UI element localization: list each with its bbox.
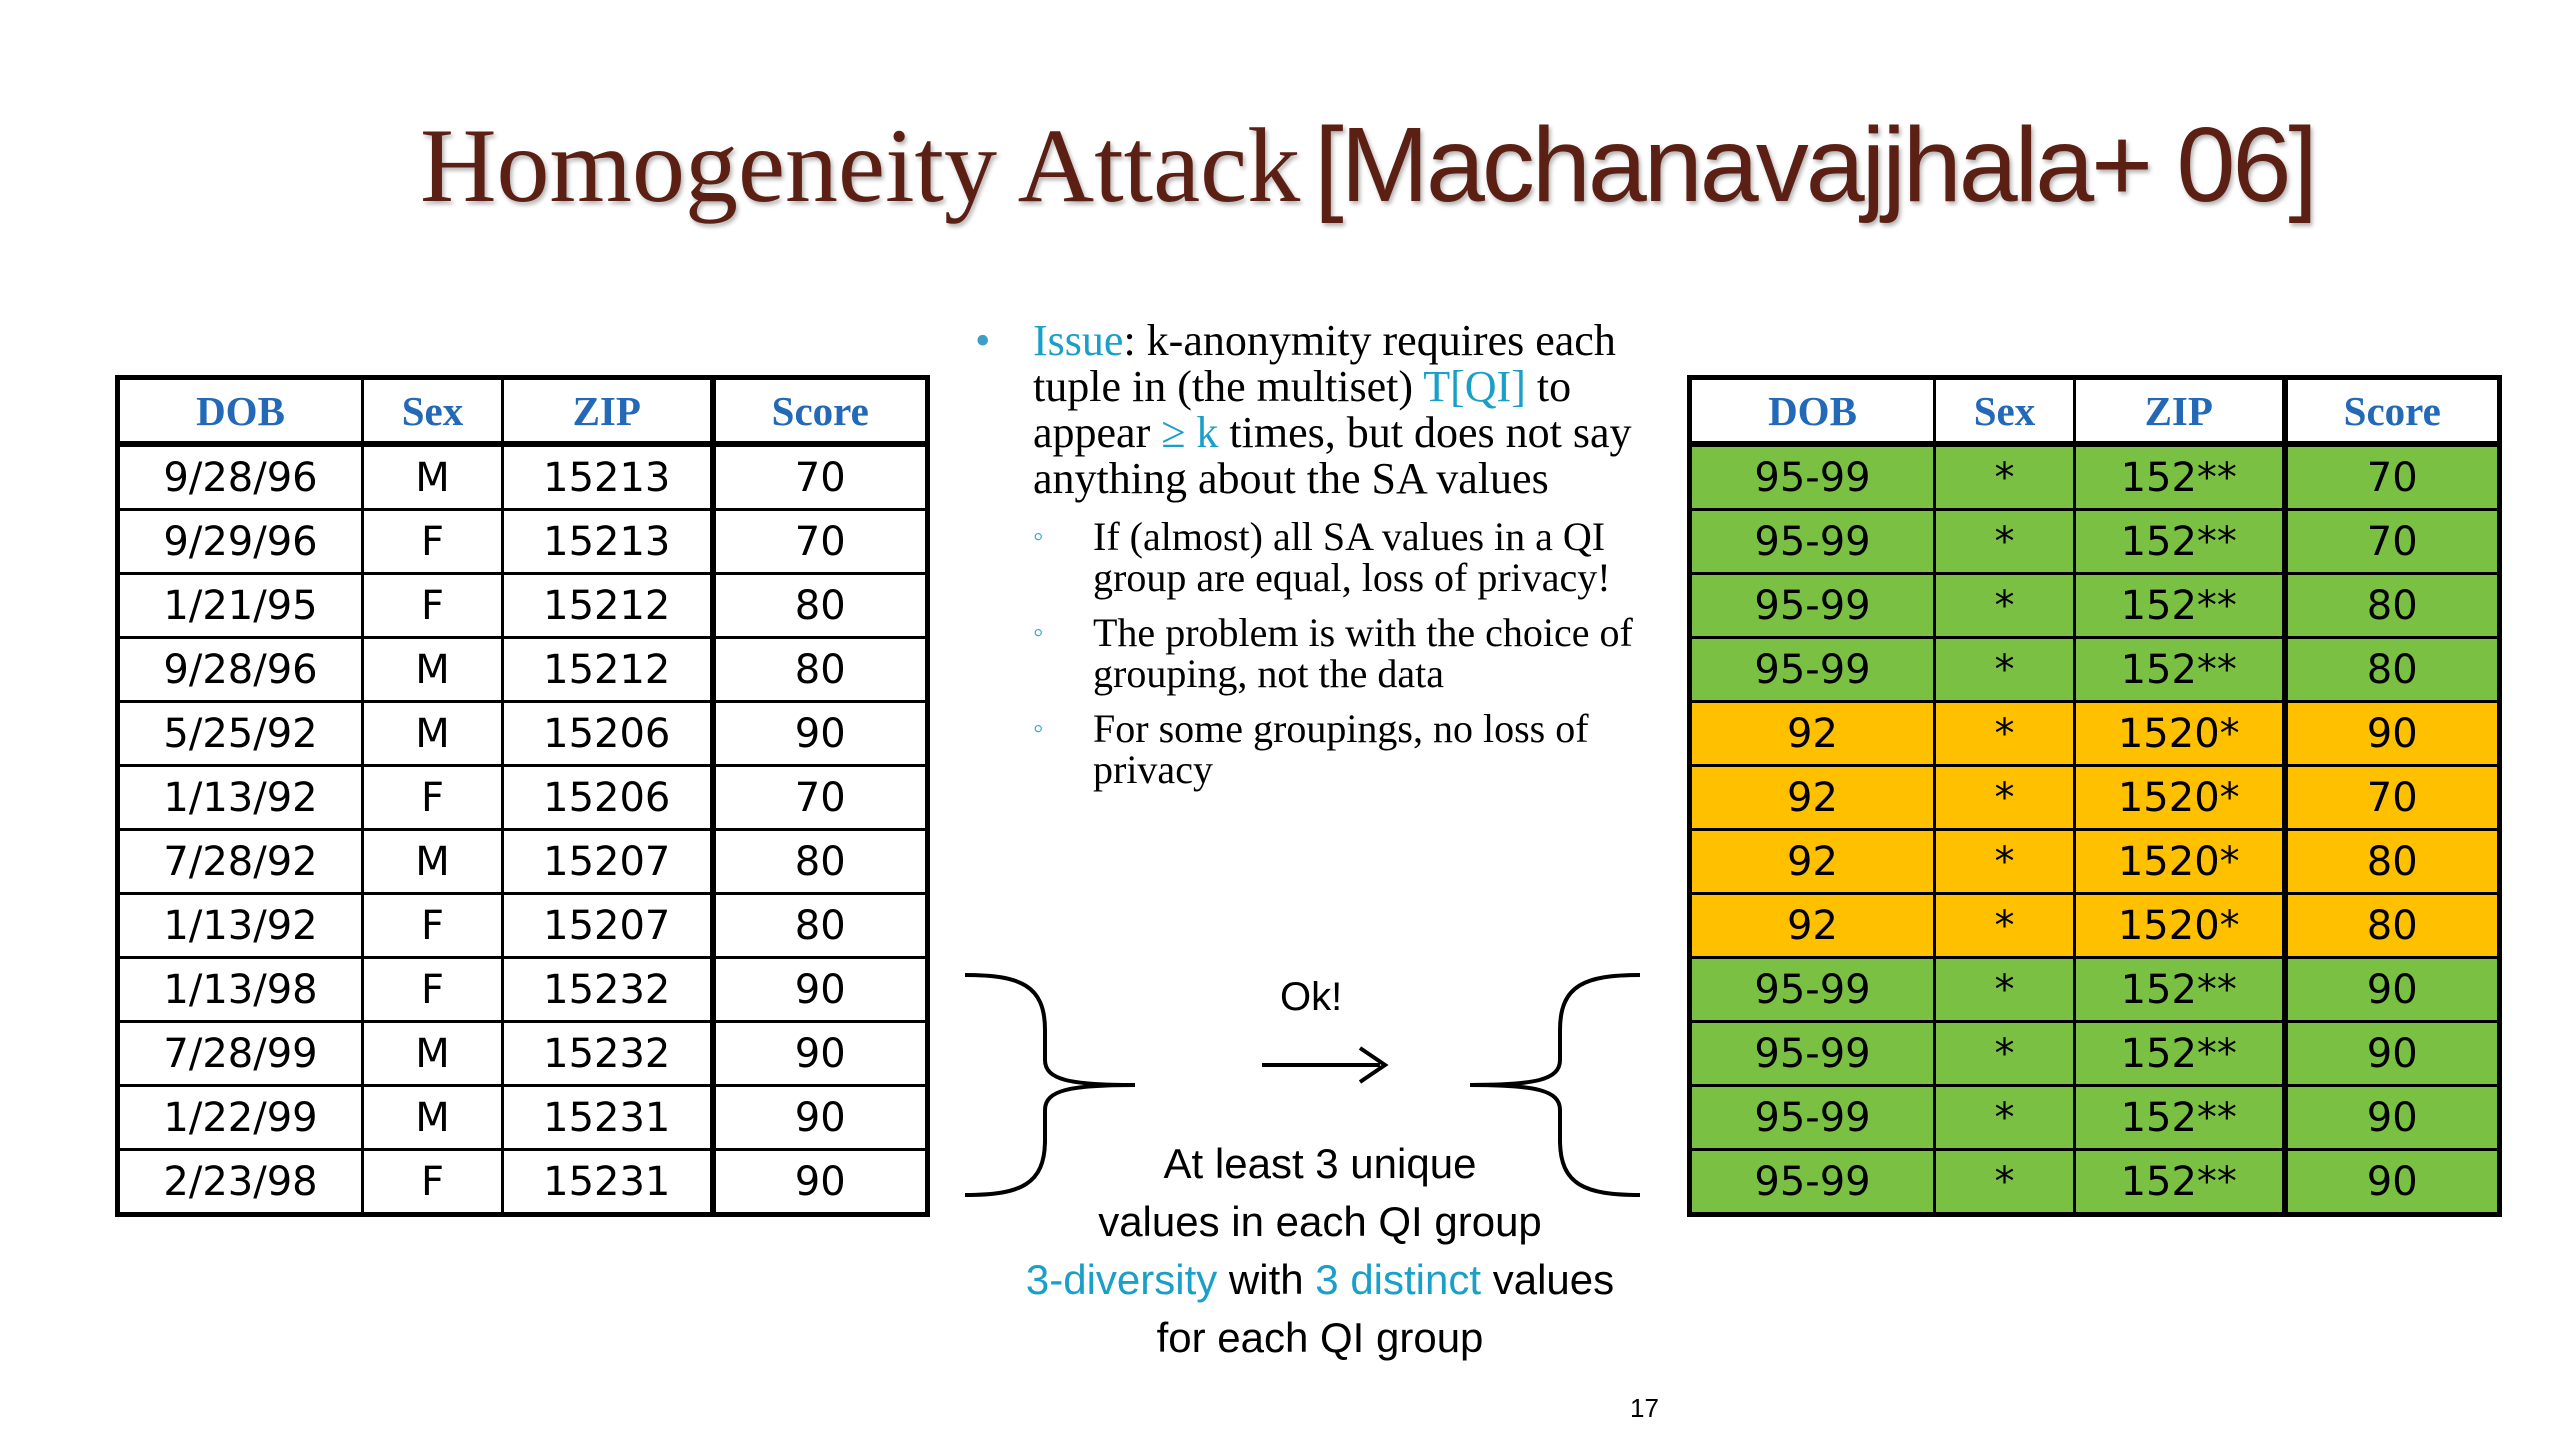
- table-cell: 15231: [503, 1086, 713, 1150]
- column-header: DOB: [118, 378, 363, 445]
- table-cell: 1520*: [2075, 830, 2285, 894]
- table-cell: 95-99: [1690, 574, 1935, 638]
- table-row: [118, 1086, 928, 1150]
- table-row: [1690, 444, 2500, 510]
- table-cell: 15206: [503, 702, 713, 766]
- table-cell: 90: [713, 1086, 928, 1150]
- table-cell: 15232: [503, 958, 713, 1022]
- table-row: [118, 958, 928, 1022]
- table-cell: 70: [2285, 510, 2500, 574]
- table-cell: 95-99: [1690, 638, 1935, 702]
- table-cell: 15212: [503, 638, 713, 702]
- column-header: Sex: [1935, 378, 2075, 445]
- table-cell: 15206: [503, 766, 713, 830]
- table-cell: 80: [2285, 638, 2500, 702]
- table-cell: 1/13/92: [118, 766, 363, 830]
- table-row: [118, 894, 928, 958]
- table-cell: M: [363, 702, 503, 766]
- bullet-dot-icon: •: [975, 316, 991, 365]
- table-cell: 15213: [503, 510, 713, 574]
- table-cell: 95-99: [1690, 510, 1935, 574]
- table-cell: 90: [713, 1150, 928, 1215]
- table-cell: 95-99: [1690, 1086, 1935, 1150]
- caption-line-1: At least 3 unique: [1163, 1140, 1477, 1187]
- right-arrow-icon: [1260, 1040, 1390, 1090]
- table-row: [1690, 766, 2500, 830]
- column-header: ZIP: [503, 378, 713, 445]
- bullet-issue: • Issue: k-anonymity requires each tuple in (the multiset) T[QI] to appear ≥ k times, but does not say anything about the SA values: [975, 316, 1632, 503]
- table-cell: 92: [1690, 830, 1935, 894]
- table-cell: 1520*: [2075, 702, 2285, 766]
- table-row: [1690, 702, 2500, 766]
- table-cell: *: [1935, 894, 2075, 958]
- table-cell: 80: [713, 894, 928, 958]
- table-cell: M: [363, 1086, 503, 1150]
- title-citation: [Machanavajjhala+ 06]: [1314, 106, 2315, 224]
- table-row: [1690, 830, 2500, 894]
- table-cell: *: [1935, 444, 2075, 510]
- table-row: [1690, 574, 2500, 638]
- table-row: [1690, 1022, 2500, 1086]
- table-row: [118, 638, 928, 702]
- table-row: [1690, 894, 2500, 958]
- table-cell: 15231: [503, 1150, 713, 1215]
- table-cell: 80: [2285, 574, 2500, 638]
- table-cell: 15232: [503, 1022, 713, 1086]
- table-cell: 9/29/96: [118, 510, 363, 574]
- table-cell: 95-99: [1690, 1150, 1935, 1215]
- table-cell: 95-99: [1690, 444, 1935, 510]
- sub-bullet: ◦ If (almost) all SA values in a QI group are equal, loss of privacy!: [1033, 514, 1611, 600]
- ring-bullet-icon: ◦: [1033, 616, 1044, 649]
- table-cell: F: [363, 510, 503, 574]
- table-cell: 1/13/98: [118, 958, 363, 1022]
- table-cell: 90: [2285, 1150, 2500, 1215]
- table-cell: 152**: [2075, 444, 2285, 510]
- table-cell: *: [1935, 574, 2075, 638]
- table-cell: M: [363, 1022, 503, 1086]
- table-row: [1690, 1150, 2500, 1215]
- anonymized-table: [1687, 375, 2502, 1217]
- table-cell: 1/13/92: [118, 894, 363, 958]
- bullet-list: [975, 318, 1695, 790]
- table-cell: 1520*: [2075, 766, 2285, 830]
- title-main: Homogeneity Attack: [420, 107, 1301, 224]
- original-table: [115, 375, 930, 1217]
- table-cell: 90: [713, 958, 928, 1022]
- caption-line-3: 3-diversity with 3 distinct values: [1025, 1256, 1615, 1303]
- column-header: DOB: [1690, 378, 1935, 445]
- table-cell: 2/23/98: [118, 1150, 363, 1215]
- table-row: [1690, 510, 2500, 574]
- column-header: Score: [713, 378, 928, 445]
- page-number: 17: [1630, 1393, 1659, 1423]
- table-cell: F: [363, 1150, 503, 1215]
- table-cell: 5/25/92: [118, 702, 363, 766]
- table-cell: 80: [713, 638, 928, 702]
- table-cell: 70: [713, 510, 928, 574]
- table-cell: 152**: [2075, 574, 2285, 638]
- table-cell: 95-99: [1690, 958, 1935, 1022]
- table-cell: F: [363, 574, 503, 638]
- table-cell: M: [363, 830, 503, 894]
- table-cell: F: [363, 766, 503, 830]
- table-cell: *: [1935, 1150, 2075, 1215]
- table-cell: 90: [2285, 1022, 2500, 1086]
- table-cell: 92: [1690, 894, 1935, 958]
- sub-bullet: ◦ The problem is with the choice of grouping, not the data: [1033, 610, 1633, 696]
- table-cell: 80: [2285, 894, 2500, 958]
- table-cell: 95-99: [1690, 1022, 1935, 1086]
- table-row: [118, 510, 928, 574]
- slide-title: [420, 106, 2420, 224]
- table-cell: 152**: [2075, 1022, 2285, 1086]
- table-row: [1690, 638, 2500, 702]
- ring-bullet-icon: ◦: [1033, 520, 1044, 553]
- table-cell: 90: [2285, 958, 2500, 1022]
- issue-label: Issue: [1033, 316, 1124, 365]
- column-header: ZIP: [2075, 378, 2285, 445]
- table-cell: 7/28/92: [118, 830, 363, 894]
- tqi-term: T[QI]: [1423, 362, 1526, 411]
- table-cell: 152**: [2075, 1150, 2285, 1215]
- column-header: Score: [2285, 378, 2500, 445]
- table-row: [118, 1150, 928, 1215]
- table-cell: 1/21/95: [118, 574, 363, 638]
- table-cell: *: [1935, 638, 2075, 702]
- table-cell: 152**: [2075, 638, 2285, 702]
- table-cell: 15212: [503, 574, 713, 638]
- ok-label: Ok!: [1280, 975, 1343, 1019]
- table-cell: 152**: [2075, 958, 2285, 1022]
- table-row: [1690, 958, 2500, 1022]
- table-cell: 70: [713, 766, 928, 830]
- table-cell: 152**: [2075, 1086, 2285, 1150]
- table-cell: 15213: [503, 444, 713, 510]
- table-cell: 80: [713, 574, 928, 638]
- table-cell: 15207: [503, 894, 713, 958]
- table-cell: 92: [1690, 766, 1935, 830]
- table-cell: 80: [713, 830, 928, 894]
- table-cell: 1/22/99: [118, 1086, 363, 1150]
- table-cell: 70: [713, 444, 928, 510]
- table-cell: 70: [2285, 444, 2500, 510]
- geq-k-term: ≥ k: [1161, 408, 1219, 457]
- table-cell: 90: [713, 702, 928, 766]
- table-cell: M: [363, 444, 503, 510]
- caption-line-4: for each QI group: [1156, 1314, 1484, 1361]
- table-cell: 70: [2285, 766, 2500, 830]
- table-row: [118, 574, 928, 638]
- sub-bullet: ◦ For some groupings, no loss of privacy: [1033, 706, 1589, 792]
- table-cell: 90: [2285, 1086, 2500, 1150]
- table-row: [118, 1022, 928, 1086]
- table-cell: 80: [2285, 830, 2500, 894]
- table-cell: *: [1935, 510, 2075, 574]
- table-row: [118, 444, 928, 510]
- column-header: Sex: [363, 378, 503, 445]
- table-cell: *: [1935, 1022, 2075, 1086]
- table-cell: *: [1935, 1086, 2075, 1150]
- table-cell: 1520*: [2075, 894, 2285, 958]
- table-cell: *: [1935, 958, 2075, 1022]
- table-cell: F: [363, 958, 503, 1022]
- caption-line-2: values in each QI group: [1098, 1198, 1542, 1245]
- table-cell: 90: [2285, 702, 2500, 766]
- table-cell: 15207: [503, 830, 713, 894]
- table-cell: M: [363, 638, 503, 702]
- table-cell: *: [1935, 830, 2075, 894]
- table-row: [118, 702, 928, 766]
- table-cell: 152**: [2075, 510, 2285, 574]
- table-row: [118, 830, 928, 894]
- table-cell: 7/28/99: [118, 1022, 363, 1086]
- table-row: [118, 766, 928, 830]
- table-cell: 9/28/96: [118, 638, 363, 702]
- table-cell: 9/28/96: [118, 444, 363, 510]
- table-cell: F: [363, 894, 503, 958]
- table-cell: 92: [1690, 702, 1935, 766]
- table-cell: *: [1935, 766, 2075, 830]
- table-cell: *: [1935, 702, 2075, 766]
- table-cell: 90: [713, 1022, 928, 1086]
- ring-bullet-icon: ◦: [1033, 712, 1044, 745]
- table-row: [1690, 1086, 2500, 1150]
